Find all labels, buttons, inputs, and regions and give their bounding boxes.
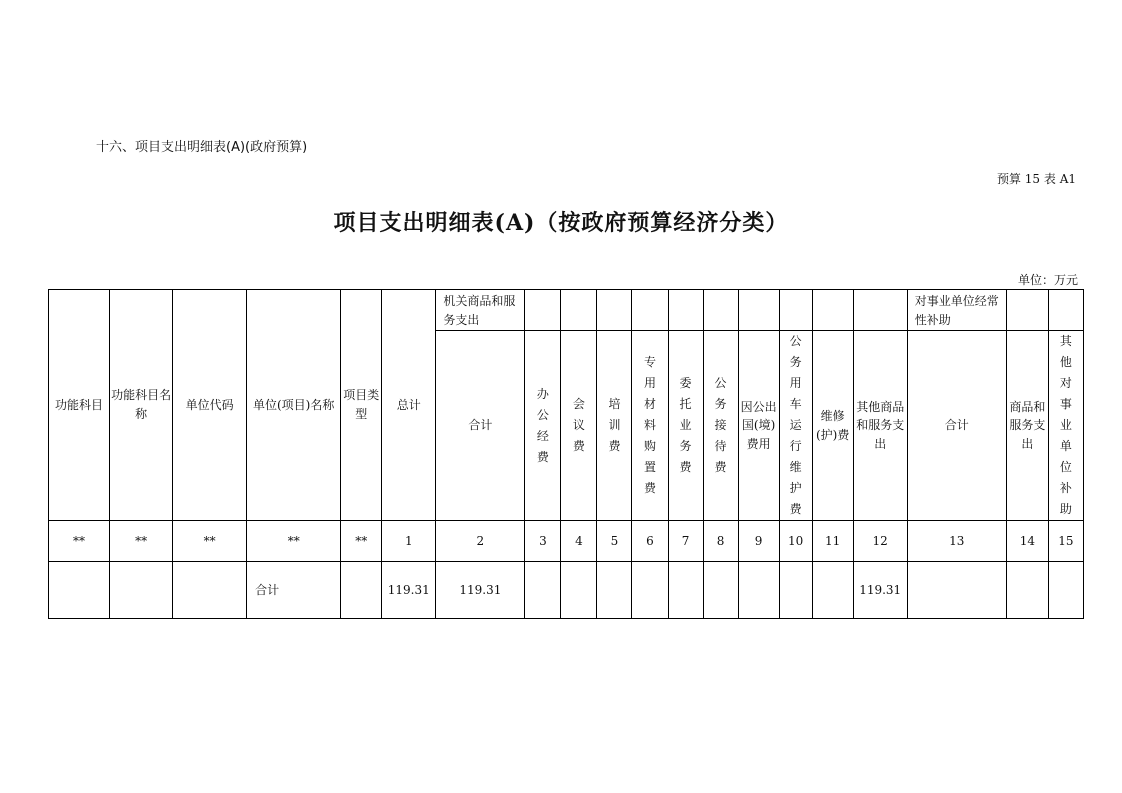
blank-cell bbox=[703, 290, 738, 331]
blank-cell bbox=[812, 290, 853, 331]
index-cell: 15 bbox=[1048, 521, 1083, 562]
blank-cell bbox=[341, 562, 382, 619]
blank-cell bbox=[1006, 562, 1048, 619]
index-cell: 6 bbox=[632, 521, 668, 562]
page-title: 项目支出明细表(A)（按政府预算经济分类） bbox=[333, 210, 789, 236]
header-row-1 bbox=[49, 290, 1084, 331]
header-materials: 专用材料购置费 bbox=[643, 355, 656, 495]
index-cell: 10 bbox=[779, 521, 812, 562]
blank-cell bbox=[1048, 562, 1083, 619]
index-cell: 7 bbox=[668, 521, 703, 562]
header-meeting: 会议费 bbox=[572, 397, 585, 453]
total-row bbox=[49, 562, 1084, 619]
blank-cell bbox=[1048, 290, 1083, 331]
total-amount: 119.31 bbox=[382, 562, 436, 619]
blank-cell bbox=[1006, 290, 1048, 331]
header-materials-cell bbox=[632, 331, 668, 521]
header-reception-cell bbox=[703, 331, 738, 521]
blank-cell bbox=[779, 562, 812, 619]
blank-cell bbox=[597, 290, 632, 331]
blank-cell bbox=[173, 562, 247, 619]
blank-cell bbox=[853, 290, 907, 331]
blank-cell bbox=[561, 290, 597, 331]
header-total: 总计 bbox=[382, 290, 436, 521]
header-vehicle-cell bbox=[779, 331, 812, 521]
blank-cell bbox=[597, 562, 632, 619]
blank-cell bbox=[525, 290, 561, 331]
other-goods-amount: 119.31 bbox=[853, 562, 907, 619]
index-cell: 2 bbox=[436, 521, 525, 562]
blank-cell bbox=[907, 562, 1006, 619]
index-cell: 4 bbox=[561, 521, 597, 562]
header-group2-total: 合计 bbox=[907, 331, 1006, 521]
blank-cell bbox=[110, 562, 173, 619]
index-cell: 9 bbox=[738, 521, 779, 562]
index-cell: ** bbox=[341, 521, 382, 562]
header-commission-cell bbox=[668, 331, 703, 521]
header-group-subsidy: 对事业单位经常性补助 bbox=[907, 290, 1006, 331]
index-cell: 1 bbox=[382, 521, 436, 562]
header-office: 办公经费 bbox=[536, 386, 549, 464]
header-other-subsidy: 其他对事业单位补助 bbox=[1059, 334, 1072, 516]
header-abroad: 因公出国(境)费用 bbox=[738, 331, 779, 521]
index-cell: ** bbox=[247, 521, 341, 562]
blank-cell bbox=[703, 562, 738, 619]
index-cell: 11 bbox=[812, 521, 853, 562]
blank-cell bbox=[632, 562, 668, 619]
header-func-name: 功能科目名称 bbox=[110, 290, 173, 521]
blank-cell bbox=[668, 562, 703, 619]
index-cell: 8 bbox=[703, 521, 738, 562]
blank-cell bbox=[812, 562, 853, 619]
header-other-goods: 其他商品和服务支出 bbox=[853, 331, 907, 521]
header-training: 培训费 bbox=[608, 397, 621, 453]
index-cell: 5 bbox=[597, 521, 632, 562]
header-training-cell bbox=[597, 331, 632, 521]
header-project-type: 项目类型 bbox=[341, 290, 382, 521]
header-func-code: 功能科目 bbox=[49, 290, 110, 521]
unit-label: 单位：万元 bbox=[1017, 273, 1078, 287]
header-commission: 委托业务费 bbox=[679, 376, 692, 474]
section-title: 十六、项目支出明细表(A)(政府预算) bbox=[96, 140, 308, 155]
header-unit-name: 单位(项目)名称 bbox=[247, 290, 341, 521]
index-cell: 13 bbox=[907, 521, 1006, 562]
index-cell: ** bbox=[173, 521, 247, 562]
blank-cell bbox=[49, 562, 110, 619]
index-cell: ** bbox=[110, 521, 173, 562]
index-row bbox=[49, 521, 1084, 562]
header-meeting-cell bbox=[561, 331, 597, 521]
index-cell: 12 bbox=[853, 521, 907, 562]
header-unit-code: 单位代码 bbox=[173, 290, 247, 521]
header-office-cell bbox=[525, 331, 561, 521]
header-group-goods-services: 机关商品和服务支出 bbox=[436, 290, 525, 331]
total-label: 合计 bbox=[247, 562, 341, 619]
index-cell: 3 bbox=[525, 521, 561, 562]
header-reception: 公务接待费 bbox=[714, 376, 727, 474]
blank-cell bbox=[668, 290, 703, 331]
index-cell: 14 bbox=[1006, 521, 1048, 562]
header-vehicle: 公务用车运行维护费 bbox=[789, 334, 802, 516]
group1-total-amount: 119.31 bbox=[436, 562, 525, 619]
header-goods-services: 商品和服务支出 bbox=[1006, 331, 1048, 521]
blank-cell bbox=[632, 290, 668, 331]
expenditure-table bbox=[48, 289, 1084, 619]
blank-cell bbox=[738, 290, 779, 331]
blank-cell bbox=[779, 290, 812, 331]
index-cell: ** bbox=[49, 521, 110, 562]
blank-cell bbox=[525, 562, 561, 619]
header-group1-total: 合计 bbox=[436, 331, 525, 521]
blank-cell bbox=[561, 562, 597, 619]
header-repair: 维修(护)费 bbox=[812, 331, 853, 521]
header-other-subsidy-cell bbox=[1048, 331, 1083, 521]
blank-cell bbox=[738, 562, 779, 619]
form-code: 预算 15 表 A1 bbox=[996, 172, 1076, 186]
